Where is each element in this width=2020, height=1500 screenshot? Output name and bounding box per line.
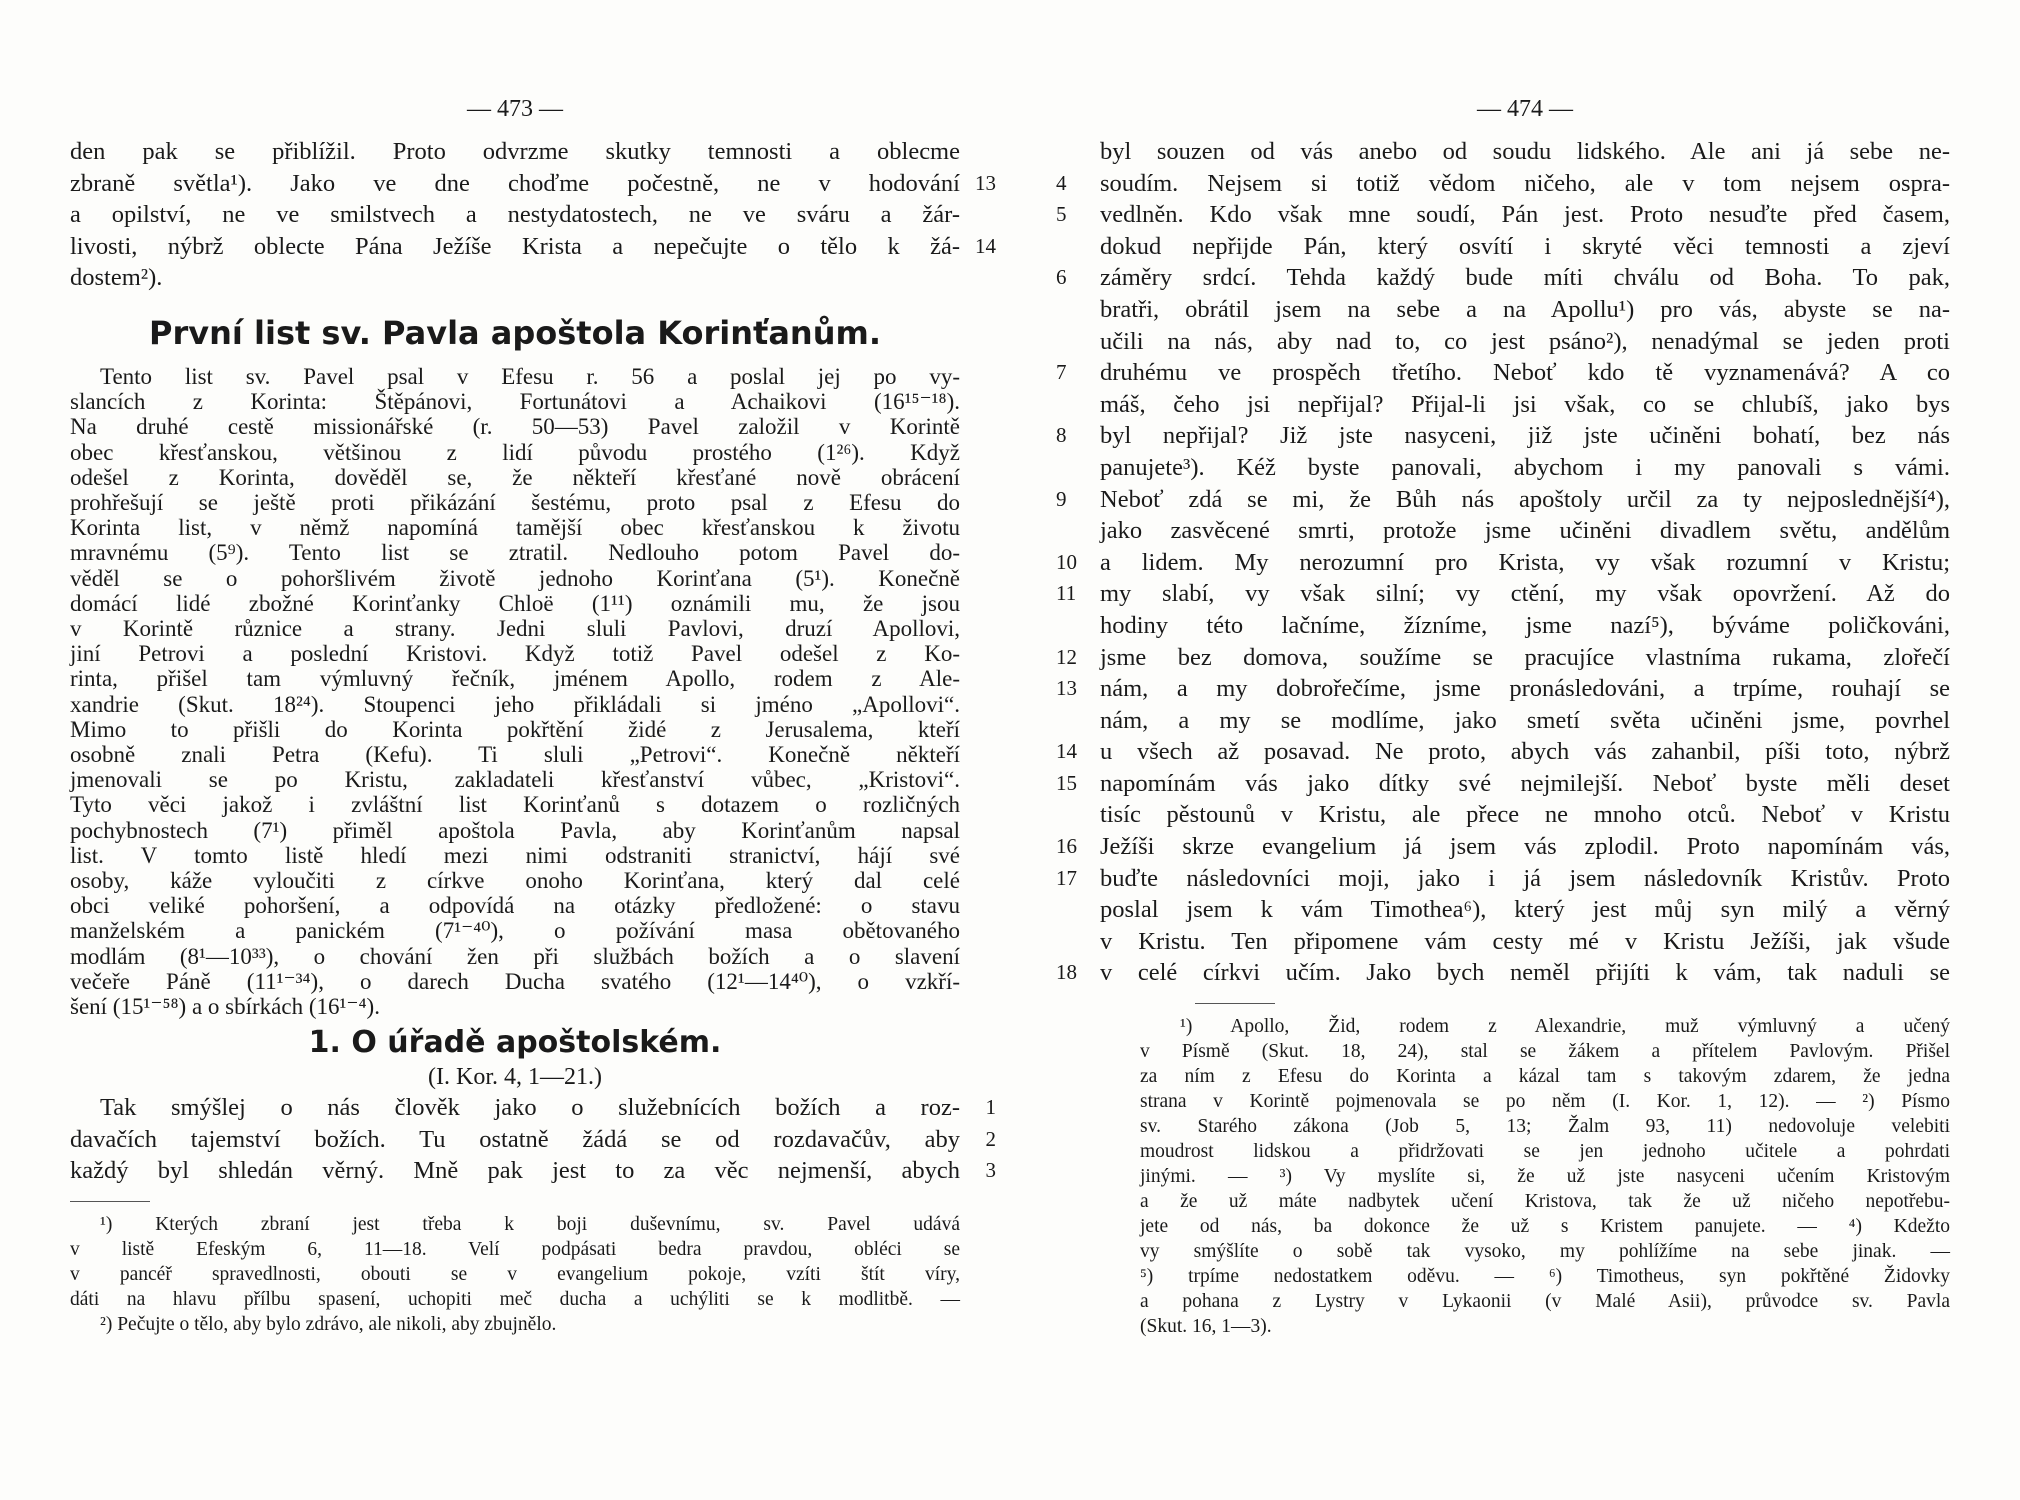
verse-number: 6 (1056, 265, 1067, 290)
text-line (70, 742, 960, 767)
text-line (70, 168, 996, 200)
text-line (70, 641, 960, 666)
text-line (70, 465, 960, 490)
introduction-text (70, 364, 960, 1019)
line-text: (Skut. 16, 1—3). (1140, 1316, 1272, 1338)
line-text: livosti, nýbrž oblecte Pána Ježíše Krista a nepečujte o tělo k žá- (70, 232, 960, 260)
footnote-line (70, 1312, 960, 1337)
text-line (70, 231, 996, 263)
text-line (1056, 578, 1950, 610)
line-text: zbraně světla¹). Jako ve dne choďme počestně, ne v hodování (70, 169, 960, 197)
text-line (70, 136, 960, 168)
line-text: jako zasvěcené smrti, protože jsme učiněni divadlem světu, andělům (1100, 517, 1950, 545)
text-line (70, 717, 960, 742)
text-line (1100, 515, 1950, 547)
text-line (70, 616, 960, 641)
text-line (1100, 452, 1950, 484)
line-text: osobně znali Petra (Kefu). Ti sluli „Petrovi“. Konečně někteří (70, 742, 960, 768)
line-text: vy smýšlíte o sobě tak vysoko, my pohlížíme na sebe jinak. — (1140, 1241, 1950, 1263)
line-text: záměry srdcí. Tehda každý bude míti chválu od Boha. To pak, (1100, 264, 1950, 292)
line-text: učili na nás, aby nad to, co jest psáno²), nenadýmal se jeden proti (1100, 327, 1950, 355)
line-text: jsme bez domova, soužíme se pracujíce vlastníma rukama, zlořečí (1100, 643, 1950, 671)
footnotes (70, 1212, 960, 1337)
line-text: za ním z Efesu do Korinta a kázal tam s takovým zdarem, že jedna (1140, 1066, 1950, 1088)
text-line (1100, 610, 1950, 642)
intro-paragraph (70, 136, 996, 294)
verse-number: 10 (1056, 549, 1077, 574)
verse-number: 16 (1056, 834, 1077, 859)
text-line (70, 566, 960, 591)
text-line (1056, 547, 1950, 579)
verse-number: 7 (1056, 360, 1067, 385)
text-line (1056, 168, 1950, 200)
text-line (1100, 389, 1950, 421)
text-line (1056, 768, 1950, 800)
footnote-line (1140, 1014, 1950, 1039)
text-line (1100, 294, 1950, 326)
footnote-line (1140, 1314, 1950, 1339)
footnote-rule (70, 1201, 150, 1202)
line-text: tisíc pěstounů v Kristu, ale přece ne mnoho otců. Neboť v Kristu (1100, 801, 1950, 829)
text-line (1056, 957, 1950, 989)
text-line (70, 918, 960, 943)
page-number: — 473 — (467, 96, 563, 122)
text-line (70, 692, 960, 717)
text-line (1056, 420, 1950, 452)
verse-number: 2 (985, 1126, 996, 1151)
text-line (1056, 642, 1950, 674)
footnote-line (1140, 1264, 1950, 1289)
verse-number: 15 (1056, 770, 1077, 795)
text-line (70, 893, 960, 918)
chapter-text (1056, 136, 1950, 989)
text-line (1056, 863, 1950, 895)
text-line (70, 389, 960, 414)
text-line (70, 364, 960, 389)
text-line (70, 591, 960, 616)
line-text: hodiny této lačníme, žízníme, jsme nazí⁵), býváme poličkováni, (1100, 611, 1950, 639)
line-text: soudím. Nejsem si totiž vědom ničeho, ale v tom nejsem ospra- (1100, 169, 1950, 197)
line-text: nám, a my dobrořečíme, jsme pronásledováni, a trpíme, rouhají se (1100, 675, 1950, 703)
footnote-line (1140, 1214, 1950, 1239)
page-number: — 474 — (1477, 96, 1573, 122)
text-line (70, 944, 960, 969)
line-text: Na druhé cestě missionářské (r. 50—53) Pavel založil v Korintě (70, 414, 960, 440)
text-line (70, 994, 960, 1019)
text-line (70, 969, 960, 994)
line-text: jete od nás, ba dokonce že už s Kristem panujete. — ⁴) Kdežto (1140, 1216, 1950, 1238)
line-text: list. V tomto listě hledí mezi nimi odstraniti stranictví, hájí své (70, 842, 960, 868)
line-text: osoby, káže vyloučiti z církve onoho Korinťana, který dal celé (70, 868, 960, 894)
verse-number: 3 (985, 1158, 996, 1183)
line-text: Tak smýšlej o nás člověk jako o služebnících božích a roz- (100, 1094, 960, 1122)
text-line (1056, 262, 1950, 294)
line-text: buďte následovníci moji, jako i já jsem následovník Kristův. Proto (1100, 864, 1950, 892)
line-text: v listě Efeským 6, 11—18. Velí podpásati bedra pravdou, obléci se (70, 1239, 960, 1261)
footnote-line (1140, 1189, 1950, 1214)
text-line (70, 1155, 996, 1187)
verse-number: 11 (1056, 581, 1077, 606)
line-text: v Korintě různice a strany. Jedni sluli Pavlovi, druzí Apollovi, (70, 616, 960, 641)
line-text: Neboť zdá se mi, že Bůh nás apoštoly určil za ty nejposlednější⁴), (1100, 485, 1950, 513)
verse-number: 13 (975, 170, 996, 195)
text-line (70, 792, 960, 817)
footnote-rule (1195, 1003, 1275, 1004)
footnote-line (1140, 1139, 1950, 1164)
line-text: Korinta list, v němž napomíná tamější obec křesťanskou k životu (70, 515, 960, 541)
footnotes (1140, 1014, 1950, 1339)
text-line (70, 1124, 996, 1156)
text-line (70, 515, 960, 540)
line-text: modlám (8¹—10³³), o chování žen při službách božích a o slavení (70, 943, 960, 969)
line-text: nám, a my se modlíme, jako smetí světa učiněni jsme, povrhel (1100, 706, 1950, 734)
line-text: ⁵) trpíme nedostatkem oděvu. — ⁶) Timotheus, syn pokřtěné Židovky (1140, 1266, 1950, 1288)
line-text: u všech až posavad. Ne proto, abych vás zahanbil, píši toto, nýbrž (1100, 738, 1950, 766)
footnote-line (1140, 1089, 1950, 1114)
line-text: rinta, přišel tam výmluvný řečník, jménem Apollo, rodem z Ale- (70, 666, 960, 692)
right-page (1056, 0, 1950, 1339)
line-text: strana v Korintě pojmenovala se po něm (I. Kor. 1, 12). — ²) Písmo (1140, 1091, 1950, 1113)
verse-number: 8 (1056, 423, 1067, 448)
line-text: a pohana z Lystry v Lykaonii (v Malé Asii), průvodce sv. Pavla (1140, 1291, 1950, 1313)
line-text: Ježíši skrze evangelium já jsem vás zplodil. Proto napomínám vás, (1100, 833, 1950, 861)
footnote-line (1140, 1114, 1950, 1139)
line-text: pochybnostech (7¹) přiměl apoštola Pavla, aby Korinťanům napsal (70, 817, 960, 843)
line-text: odešel z Korinta, dověděl se, že někteří křesťané nově obrácení (70, 464, 960, 490)
line-text: každý byl shledán věrný. Mně pak jest to za věc nejmenší, abych (70, 1157, 960, 1185)
text-line (1056, 831, 1950, 863)
line-text: dostem²). (70, 264, 163, 292)
text-line (70, 490, 960, 515)
line-text: my slabí, vy však silní; vy ctění, my však opovržení. Až do (1100, 580, 1950, 608)
section-title: První list sv. Pavla apoštola Korinťanům. (149, 313, 881, 352)
line-text: obci veliké pohoršení, a odpovídá na otázky předložené: o stavu (70, 893, 960, 919)
line-text: moudrost lidskou a přidržovati se jen jednoho učitele a pohrdati (1140, 1141, 1950, 1163)
text-line (70, 666, 960, 691)
line-text: ¹) Apollo, Žid, rodem z Alexandrie, muž výmluvný a učený (1180, 1016, 1950, 1038)
line-text: obec křesťanskou, většinou z lidí původu prostého (1²⁶). Když (70, 439, 960, 465)
line-text: den pak se přiblížil. Proto odvrzme skutky temnosti a oblecme (70, 138, 960, 165)
text-line (1100, 894, 1950, 926)
text-line (70, 767, 960, 792)
verse-number: 14 (975, 233, 996, 258)
text-line (70, 414, 960, 439)
text-line (1056, 357, 1950, 389)
line-text: jiní Petrovi a poslední Kristovi. Když totiž Pavel odešel z Ko- (70, 641, 960, 667)
footnote-line (1140, 1164, 1950, 1189)
line-text: davačích tajemství božích. Tu ostatně žádá se od rozdavačův, aby (70, 1125, 960, 1153)
line-text: mravnému (5⁹). Tento list se ztratil. Nedlouho potom Pavel do- (70, 540, 960, 566)
text-line (1100, 926, 1950, 958)
text-line (70, 1092, 996, 1124)
line-text: dáti na hlavu přílbu spasení, uchopiti meč ducha a uchýliti se k modlitbě. — (70, 1289, 960, 1311)
verse-number: 13 (1056, 676, 1077, 701)
line-text: byl souzen od vás anebo od soudu lidského. Ale ani já sebe ne- (1100, 138, 1950, 165)
footnote-line (70, 1287, 960, 1312)
footnote-line (1140, 1239, 1950, 1264)
text-line (1100, 326, 1950, 358)
text-line (1056, 484, 1950, 516)
text-line (1100, 136, 1950, 168)
line-text: bratři, obrátil jsem na sebe a na Apollu¹) pro vás, abyste se na- (1100, 295, 1950, 323)
line-text: jmenovali se po Kristu, zakladateli křesťanství vůbec, „Kristovi“. (70, 767, 960, 793)
line-text: věděl se o pohoršlivém životě jednoho Korinťana (5¹). Konečně (70, 565, 960, 591)
line-text: šení (15¹⁻⁵⁸) a o sbírkách (16¹⁻⁴). (70, 994, 380, 1020)
text-line (1100, 799, 1950, 831)
verse-number: 9 (1056, 486, 1067, 511)
text-line (1100, 705, 1950, 737)
line-text: v Kristu. Ten připomene vám cesty mé v Kristu Ježíši, jak všude (1100, 927, 1950, 955)
line-text: panujete³). Kéž byste panovali, abychom i my panovali s vámi. (1100, 453, 1950, 481)
text-line (70, 540, 960, 565)
line-text: a že už máte nadbytek učení Kristova, tak že už ničeho nepotřebu- (1140, 1191, 1950, 1213)
text-line (1056, 199, 1950, 231)
verse-number: 4 (1056, 170, 1067, 195)
line-text: jinými. — ³) Vy myslíte si, že už jste nasyceni učením Kristovým (1140, 1166, 1950, 1188)
text-line (70, 262, 960, 294)
text-line (70, 843, 960, 868)
footnote-line (1140, 1064, 1950, 1089)
line-text: prohřešují se ještě proti přikázání šestému, proto psal z Efesu do (70, 489, 960, 515)
line-text: ¹) Kterých zbraní jest třeba k boji duševnímu, sv. Pavel udává (100, 1214, 960, 1236)
line-text: Tyto věci jakož i zvláštní list Korinťanů s dotazem o rozličných (70, 792, 960, 818)
line-text: poslal jsem k vám Timothea⁶), který jest můj syn milý a věrný (1100, 896, 1950, 924)
line-text: večeře Páně (11¹⁻³⁴), o darech Ducha svatého (12¹—14⁴⁰), o vzkří- (70, 968, 960, 994)
line-text: máš, čeho jsi nepřijal? Přijal-li jsi však, co se chlubíš, jako bys (1100, 390, 1950, 418)
line-text: v Písmě (Skut. 18, 24), stal se žákem a přítelem Pavlovým. Přišel (1140, 1041, 1950, 1063)
line-text: xandrie (Skut. 18²⁴). Stoupenci jeho přikládali si jméno „Apollovi“. (70, 691, 960, 717)
line-text: sv. Starého zákona (Job 5, 13; Žalm 93, 11) nedovoluje velebiti (1140, 1116, 1950, 1138)
line-text: a lidem. My nerozumní pro Krista, vy však rozumní v Kristu; (1100, 548, 1950, 576)
text-line (1100, 231, 1950, 263)
verse-number: 5 (1056, 202, 1067, 227)
line-text: Mimo to přišli do Korinta pokřtění židé z Jerusalema, kteří (70, 716, 960, 742)
verse-number: 12 (1056, 644, 1077, 669)
chapter-title: 1. O úřadě apoštolském. (308, 1025, 722, 1061)
footnote-line (70, 1212, 960, 1237)
text-line (1056, 736, 1950, 768)
text-line (70, 818, 960, 843)
text-line (70, 199, 960, 231)
verse-number: 18 (1056, 960, 1077, 985)
text-line (70, 868, 960, 893)
chapter-text (70, 1092, 996, 1187)
verse-number: 1 (985, 1095, 996, 1120)
footnote-line (1140, 1039, 1950, 1064)
line-text: druhému ve prospěch třetího. Neboť kdo tě vyznamenává? A co (1100, 359, 1950, 387)
line-text: a opilství, ne ve smilstvech a nestydatostech, ne ve sváru a žár- (70, 201, 960, 229)
line-text: v celé církvi učím. Jako bych neměl přijíti k vám, tak naduli se (1100, 959, 1950, 987)
text-line (70, 440, 960, 465)
line-text: v pancéř spravedlnosti, obouti se v evangelium pokoje, vzíti štít víry, (70, 1264, 960, 1286)
line-text: Tento list sv. Pavel psal v Efesu r. 56 a poslal jej po vy- (100, 363, 960, 389)
line-text: ²) Pečujte o tělo, aby bylo zdrávo, ale nikoli, aby zbujnělo. (100, 1314, 557, 1336)
verse-number: 14 (1056, 739, 1077, 764)
text-line (1056, 673, 1950, 705)
line-text: manželském a panickém (7¹⁻⁴⁰), o požívání masa obětovaného (70, 918, 960, 944)
verse-number: 17 (1056, 865, 1077, 890)
line-text: vedlněn. Kdo však mne soudí, Pán jest. Proto nesuďte před časem, (1100, 201, 1950, 229)
line-text: slancích z Korinta: Štěpánovi, Fortunátovi a Achaikovi (16¹⁵⁻¹⁸). (70, 389, 960, 415)
footnote-line (70, 1237, 960, 1262)
line-text: byl nepřijal? Již jste nasyceni, již jste učiněni bohatí, bez nás (1100, 422, 1950, 450)
line-text: domácí lidé zbožné Korinťanky Chloë (1¹¹) oznámili mu, že jsou (70, 590, 960, 616)
chapter-reference: (I. Kor. 4, 1—21.) (428, 1064, 602, 1091)
footnote-line (1140, 1289, 1950, 1314)
left-page (70, 0, 996, 1337)
footnote-line (70, 1262, 960, 1287)
line-text: dokud nepřijde Pán, který osvítí i skryté věci temnosti a zjeví (1100, 232, 1950, 260)
line-text: napomínám vás jako dítky své nejmilejší. Neboť byste měli deset (1100, 769, 1950, 797)
